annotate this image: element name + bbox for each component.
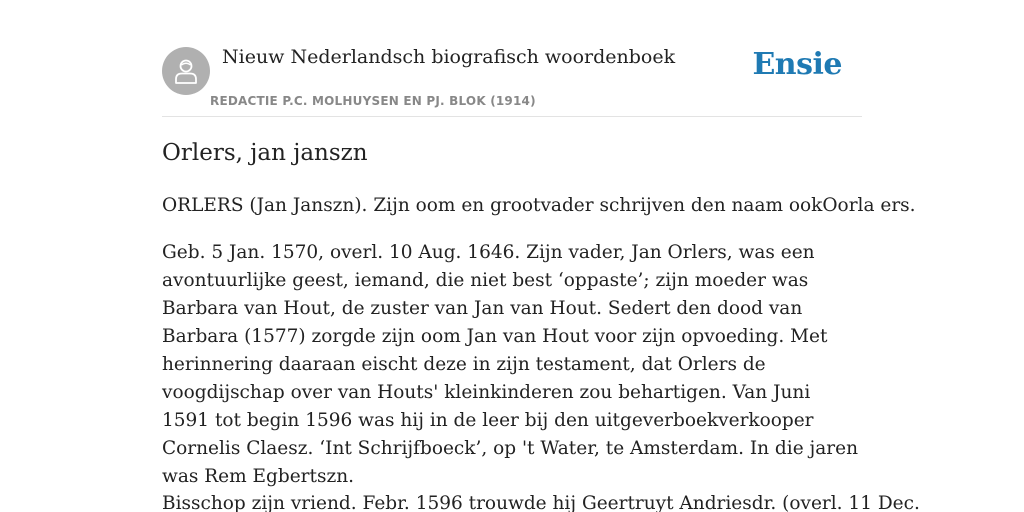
- page: [162, 0, 920, 512]
- book-title[interactable]: Nieuw Nederlandsch biografisch woordenboek: [222, 46, 676, 68]
- ensie-logo[interactable]: Ensie: [752, 47, 842, 82]
- book-subtitle: REDACTIE P.C. MOLHUYSEN EN PJ. BLOK (1914): [210, 94, 536, 108]
- entry-paragraph: Bisschop zijn vriend. Febr. 1596 trouwde hij Geertruyt Andriesdr. (overl. 11 Dec.: [162, 493, 920, 512]
- user-avatar-icon: [171, 56, 201, 86]
- entry-paragraph: Geb. 5 Jan. 1570, overl. 10 Aug. 1646. Zijn vader, Jan Orlers, was een avontuurlijke geest, iemand, die niet best ‘oppaste’; zijn moeder was Barbara van Hout, de zuster van Jan van Hout. Sedert den dood van Barbara (1577) zorgde zijn oom Jan van Hout voor zijn opvoeding. Met herinnering daaraan eischt deze in zijn testament, dat Orlers de voogdijschap over van Houts' kleinkinderen zou behartigen. Van Juni 1591 tot begin 1596 was hij in de leer bij den uitgeverboekverkooper Cornelis Claesz. ‘Int Schrijfboeck’, op 't Water, te Amsterdam. In die jaren was Rem Egbertszn.: [162, 242, 858, 487]
- entry-title: Orlers, jan janszn: [162, 140, 368, 166]
- entry-paragraph: ORLERS (Jan Janszn). Zijn oom en grootvader schrijven den naam ookOorla ers.: [162, 195, 916, 216]
- header: [162, 0, 862, 117]
- avatar[interactable]: [162, 47, 210, 95]
